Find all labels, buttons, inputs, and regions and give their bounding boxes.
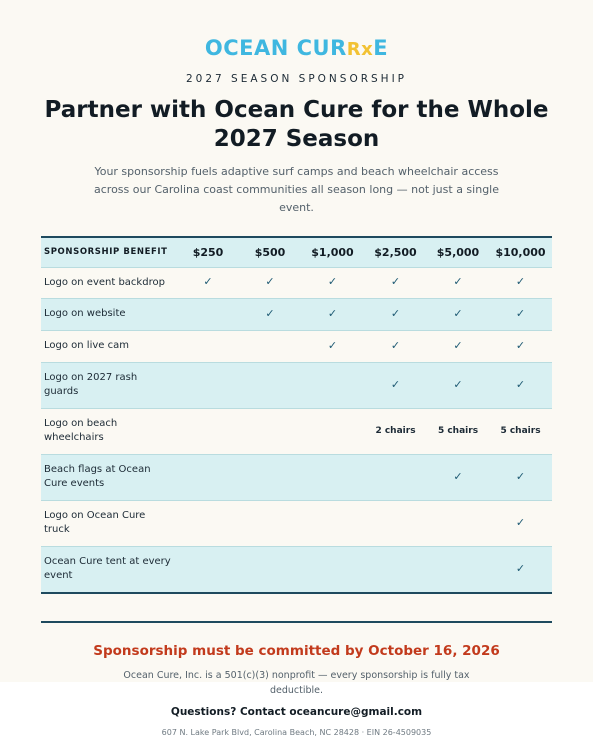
nonprofit-note: Ocean Cure, Inc. is a 501(c)(3) nonprofit — every sponsorship is fully tax deductible. (123, 670, 470, 696)
season-eyebrow: 2027 SEASON SPONSORSHIP (186, 73, 407, 85)
tier-header: $2,500 (374, 245, 417, 259)
benefit-column-header: SPONSORSHIP BENEFIT (44, 247, 168, 258)
contact-line: Questions? Contact oceancure@gmail.com (170, 706, 423, 718)
tier-cell (177, 500, 239, 546)
tier-cell (364, 362, 427, 408)
check-icon: ✓ (327, 275, 338, 288)
check-icon: ✓ (327, 338, 338, 352)
tier-cell (301, 267, 364, 298)
tier-cell (239, 362, 301, 408)
tier-cell (427, 298, 489, 330)
check-icon: ✓ (390, 306, 401, 320)
tier-cell (177, 362, 239, 408)
check-icon: ✓ (515, 338, 526, 352)
tier-cell (301, 362, 364, 408)
divider (41, 621, 552, 623)
check-icon: ✓ (515, 306, 526, 320)
tier-cell (489, 546, 552, 593)
table-row (41, 408, 552, 454)
tier-cell (239, 408, 301, 454)
tier-cell (364, 267, 427, 298)
tier-cell (364, 454, 427, 500)
check-icon: ✓ (453, 275, 463, 288)
tier-cell (427, 330, 489, 362)
check-icon: ✓ (453, 306, 463, 320)
tier-header: $10,000 (495, 245, 546, 259)
tier-cell (364, 546, 427, 593)
check-icon: ✓ (265, 306, 275, 320)
benefit-label: Ocean Cure tent at every event (44, 556, 171, 582)
tier-cell (427, 546, 489, 593)
table-row (41, 330, 552, 362)
tier-cell (177, 298, 239, 330)
tier-header: $250 (192, 245, 224, 259)
benefit-label: Logo on website (44, 308, 126, 319)
benefit-label: Logo on event backdrop (44, 276, 165, 288)
check-icon: ✓ (203, 275, 213, 288)
tier-cell (301, 408, 364, 454)
tier-cell (239, 330, 301, 362)
tier-cell (364, 330, 427, 362)
tier-cell (427, 362, 489, 408)
table-row (41, 267, 552, 298)
benefit-label: Logo on 2027 rash guards (44, 372, 138, 397)
tier-cell (177, 267, 239, 298)
tier-cell (489, 267, 552, 298)
tier-cell (489, 330, 552, 362)
tier-cell (364, 500, 427, 546)
check-icon: ✓ (390, 338, 401, 352)
check-icon: ✓ (515, 561, 526, 575)
ocean-cure-logo (0, 36, 593, 62)
benefit-label: Logo on Ocean Cure truck (44, 510, 146, 535)
table-row (41, 546, 552, 593)
check-icon: ✓ (390, 275, 401, 288)
benefit-label: Logo on live cam (44, 340, 129, 351)
tier-cell (427, 267, 489, 298)
table-row (41, 500, 552, 546)
check-icon: ✓ (453, 469, 463, 483)
tier-cell (177, 408, 239, 454)
tier-header: $5,000 (436, 245, 480, 259)
tier-cell (489, 362, 552, 408)
intro-paragraph: Your sponsorship fuels adaptive surf camps and beach wheelchair access across our Carolina coast communities all season long — not just a single event. (94, 165, 499, 214)
tier-cell (301, 330, 364, 362)
tier-header: $500 (254, 245, 286, 259)
tier-cell (301, 500, 364, 546)
page-title: Partner with Ocean Cure for the Whole 2027 Season (44, 97, 549, 152)
table-row (41, 454, 552, 500)
logo-text-2: E (373, 36, 389, 60)
tier-cell (489, 500, 552, 546)
tier-cell (239, 267, 301, 298)
tier-cell (239, 454, 301, 500)
check-icon: ✓ (515, 377, 526, 391)
tier-cell (177, 454, 239, 500)
check-icon: ✓ (453, 377, 463, 391)
tier-cell (239, 298, 301, 330)
tier-header: $1,000 (311, 245, 354, 259)
tier-cell (489, 454, 552, 500)
tier-cell (301, 298, 364, 330)
tier-cell (427, 454, 489, 500)
tier-cell: 2 chairs (375, 426, 416, 436)
tier-cell: 5 chairs (500, 426, 541, 436)
check-icon: ✓ (515, 275, 526, 288)
tier-cell (239, 546, 301, 593)
tier-cell (177, 546, 239, 593)
tier-cell (489, 298, 552, 330)
commitment-deadline: Sponsorship must be committed by October 16, 2026 (93, 643, 500, 659)
check-icon: ✓ (453, 338, 463, 352)
address-line: 607 N. Lake Park Blvd, Carolina Beach, NC 28428 · EIN 26-4509035 (161, 728, 432, 737)
tier-cell (301, 546, 364, 593)
tier-cell (177, 330, 239, 362)
tier-cell (364, 298, 427, 330)
table-row (41, 298, 552, 330)
table-row (41, 362, 552, 408)
benefit-label: Beach flags at Ocean Cure events (44, 464, 151, 489)
check-icon: ✓ (265, 275, 275, 288)
sponsorship-tier-table (41, 236, 552, 594)
check-icon: ✓ (390, 377, 401, 391)
table-header-row (41, 237, 552, 267)
check-icon: ✓ (515, 515, 526, 529)
table-body (41, 267, 552, 593)
check-icon: ✓ (327, 306, 338, 320)
logo-text-1: OCEAN CUR (204, 36, 347, 60)
tier-cell (301, 454, 364, 500)
benefit-label: Logo on beach wheelchairs (44, 418, 118, 443)
tier-cell (239, 500, 301, 546)
check-icon: ✓ (515, 469, 526, 483)
tier-cell: 5 chairs (437, 426, 479, 436)
tier-cell (427, 500, 489, 546)
logo-rx-mark: Rx (346, 39, 374, 60)
